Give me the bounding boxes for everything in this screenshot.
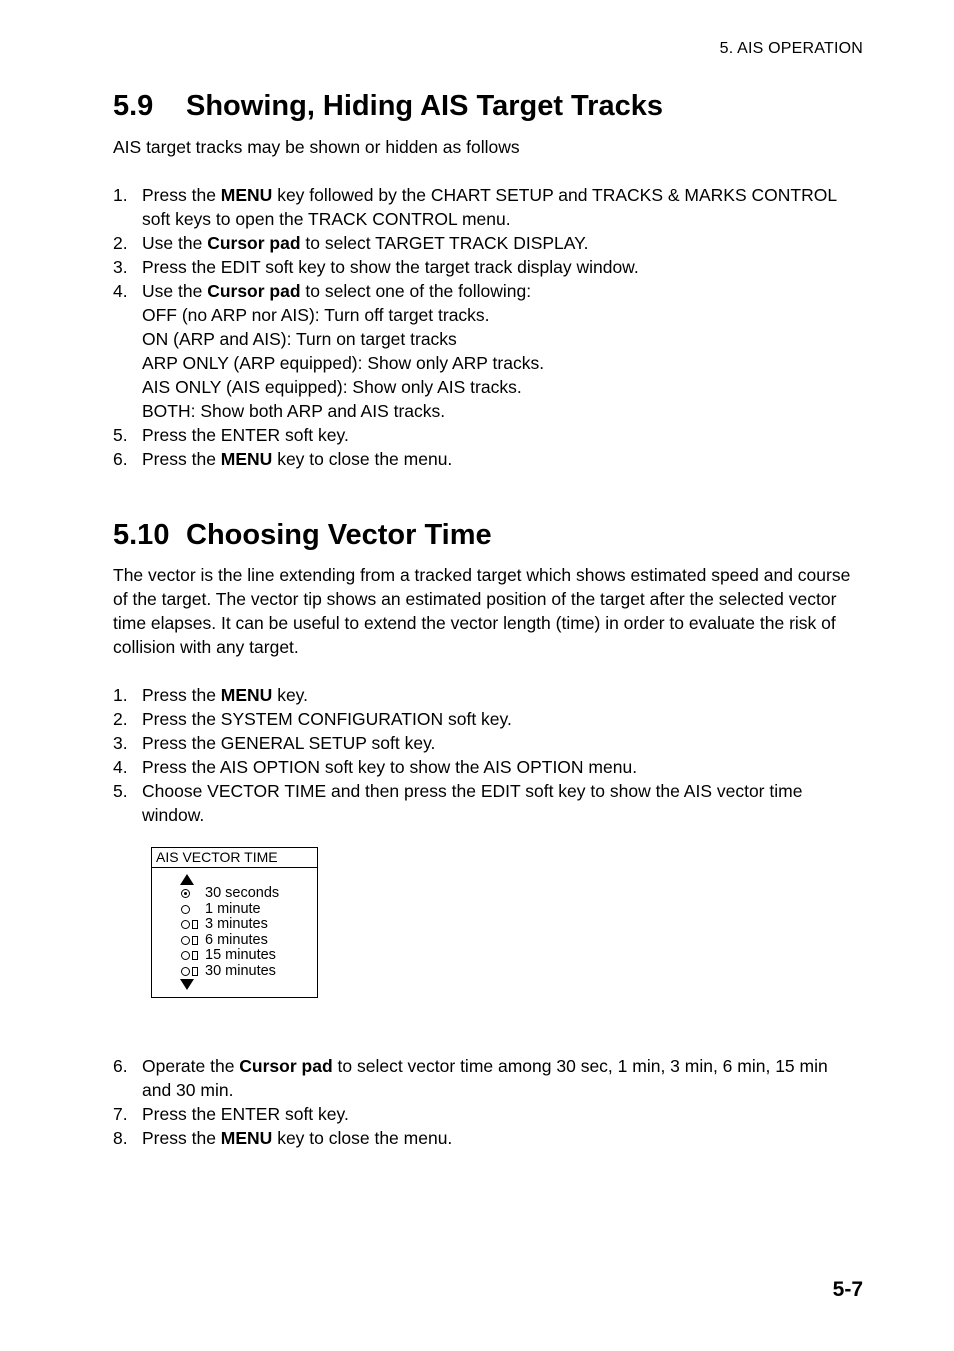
section-heading-5-9 — [113, 90, 663, 123]
page-number: 5-7 — [832, 1278, 863, 1301]
list-item: 8. Press the MENU key to close the menu. — [113, 1128, 453, 1148]
option-15-minutes[interactable]: 15 minutes — [180, 948, 279, 964]
option-30-seconds[interactable]: 30 seconds — [180, 886, 279, 902]
option-line: AIS ONLY (AIS equipped): Show only AIS tracks. — [142, 377, 522, 397]
list-item: 2. Press the SYSTEM CONFIGURATION soft key. — [113, 709, 512, 729]
section-number: 5.10 — [113, 519, 170, 551]
radio-icon — [181, 920, 190, 929]
list-item: 5. Choose VECTOR TIME and then press the EDIT soft key to show the AIS vector time window. — [113, 781, 803, 825]
radio-icon — [181, 967, 190, 976]
section-intro: The vector is the line extending from a tracked target which shows estimated speed and course of the target. The vector tip shows an estimated position of the target after the selected vector time elapses. It can be useful to extend the vector length (time) in order to evaluate the risk of collision with any target. — [113, 565, 851, 657]
radio-selected-icon — [181, 889, 190, 898]
option-6-minutes[interactable]: 6 minutes — [180, 933, 279, 949]
radio-icon — [181, 905, 190, 914]
window-title: AIS VECTOR TIME — [152, 848, 317, 868]
scroll-up-arrow-icon — [180, 874, 194, 885]
scroll-down-arrow-icon — [180, 979, 194, 990]
radio-icon — [181, 936, 190, 945]
option-3-minutes[interactable]: 3 minutes — [180, 917, 279, 933]
option-30-minutes[interactable]: 30 minutes — [180, 964, 279, 980]
section-intro: AIS target tracks may be shown or hidden as follows — [113, 137, 520, 157]
steps-list-5-10-a — [113, 683, 858, 827]
option-line: ON (ARP and AIS): Turn on target tracks — [142, 329, 457, 349]
list-item: 4. Use the Cursor pad to select one of the following: OFF (no ARP nor AIS): Turn off target tracks. ON (ARP and AIS): Turn on target tracks ARP ONLY (ARP equipped): Show only ARP tracks. AIS ONLY (AIS equipped): Show only AIS tracks. BOTH: Show both ARP and AIS tracks. — [113, 279, 858, 423]
section-number: 5.9 — [113, 90, 154, 122]
list-item: 5. Press the ENTER soft key. — [113, 425, 349, 445]
option-line: ARP ONLY (ARP equipped): Show only ARP tracks. — [142, 353, 545, 373]
list-item: 3. Press the EDIT soft key to show the target track display window. — [113, 257, 639, 277]
list-item: 2. Use the Cursor pad to select TARGET TRACK DISPLAY. — [113, 233, 589, 253]
section-title: Choosing Vector Time — [186, 519, 492, 551]
radio-icon — [181, 951, 190, 960]
vector-time-options — [180, 886, 279, 980]
running-head: 5. AIS OPERATION — [719, 40, 863, 57]
list-item: 1. Press the MENU key followed by the CHART SETUP and TRACKS & MARKS CONTROL soft keys to open the TRACK CONTROL menu. — [113, 185, 837, 229]
list-item: 6. Operate the Cursor pad to select vector time among 30 sec, 1 min, 3 min, 6 min, 15 min and 30 min. — [113, 1056, 828, 1100]
list-item: 4. Press the AIS OPTION soft key to show the AIS OPTION menu. — [113, 757, 638, 777]
list-item: 6. Press the MENU key to close the menu. — [113, 449, 453, 469]
ais-vector-time-window — [151, 847, 318, 998]
section-heading-5-10 — [113, 519, 492, 552]
steps-list-5-9 — [113, 183, 858, 471]
list-item: 3. Press the GENERAL SETUP soft key. — [113, 733, 436, 753]
option-line: OFF (no ARP nor AIS): Turn off target tracks. — [142, 305, 490, 325]
option-1-minute[interactable]: 1 minute — [180, 902, 279, 918]
list-item: 1. Press the MENU key. — [113, 685, 308, 705]
steps-list-5-10-b — [113, 1054, 858, 1150]
section-title: Showing, Hiding AIS Target Tracks — [186, 90, 663, 122]
list-item: 7. Press the ENTER soft key. — [113, 1104, 349, 1124]
option-line: BOTH: Show both ARP and AIS tracks. — [142, 401, 446, 421]
